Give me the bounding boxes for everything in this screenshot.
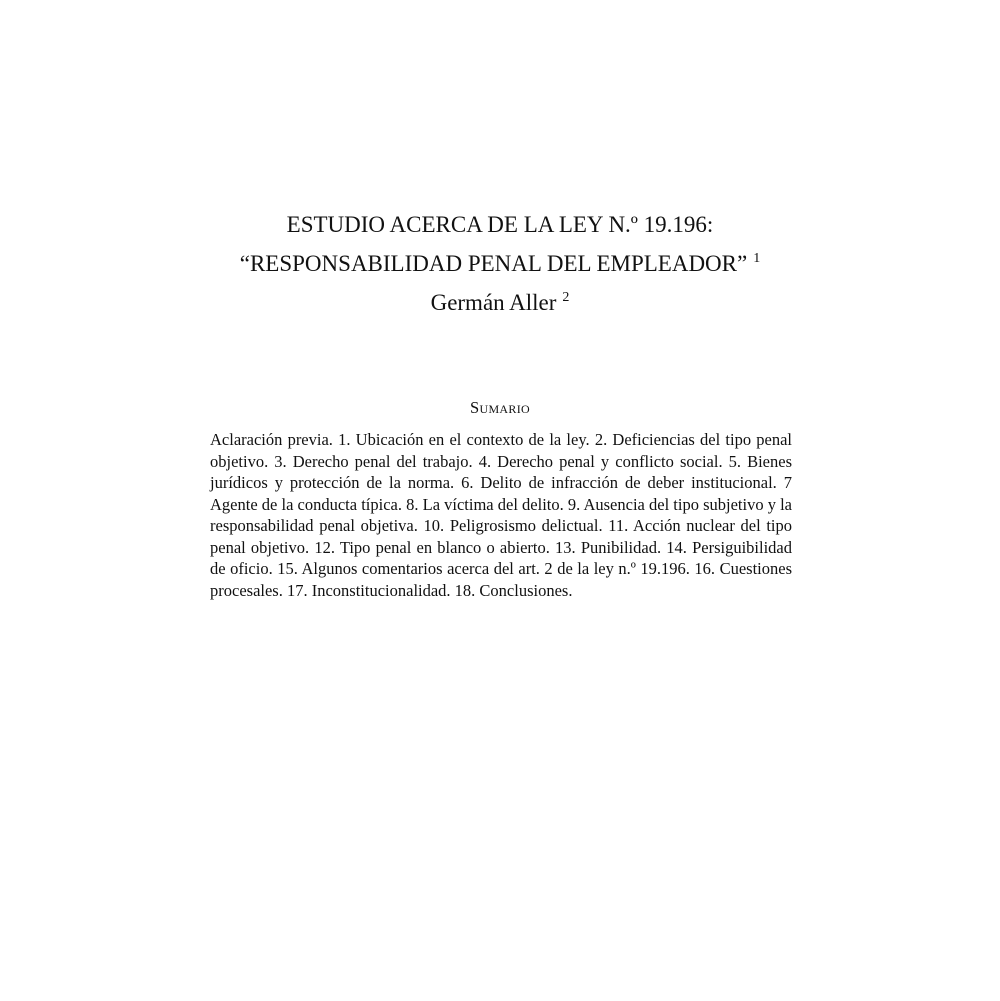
title-footnote-reference[interactable]: 1 <box>753 251 761 267</box>
title-block <box>0 205 1000 322</box>
summary-text: Aclaración previa. 1. Ubicación en el contexto de la ley. 2. Deficiencias del tipo penal objetivo. 3. Derecho penal del trabajo. 4. Derecho penal y conflicto social. 5. Bienes jurídicos y protección de la norma. 6. Delito de infracción de deber institucional. 7 Agente de la conducta típica. 8. La víctima del delito. 9. Ausencia del tipo subjetivo y la responsabilidad penal objetiva. 10. Peligrosismo delictual. 11. Acción nuclear del tipo penal objetivo. 12. Tipo penal en blanco o abierto. 13. Punibilidad. 14. Persiguibilidad de oficio. 15. Algunos comentarios acerca del art. 2 de la ley n.º 19.196. 16. Cuestiones procesales. 17. Inconstitucionalidad. 18. Conclusiones. <box>210 430 792 600</box>
author-footnote-reference[interactable]: 2 <box>562 290 570 306</box>
document-title-line-2 <box>0 244 1000 283</box>
document-title-line-2-text: “RESPONSABILIDAD PENAL DEL EMPLEADOR” <box>239 251 748 276</box>
author-line <box>0 283 1000 322</box>
author-name: Germán Aller <box>430 290 557 315</box>
document-title-line-1: ESTUDIO ACERCA DE LA LEY N.º 19.196: <box>286 212 714 237</box>
summary-heading: Sumario <box>470 398 530 417</box>
